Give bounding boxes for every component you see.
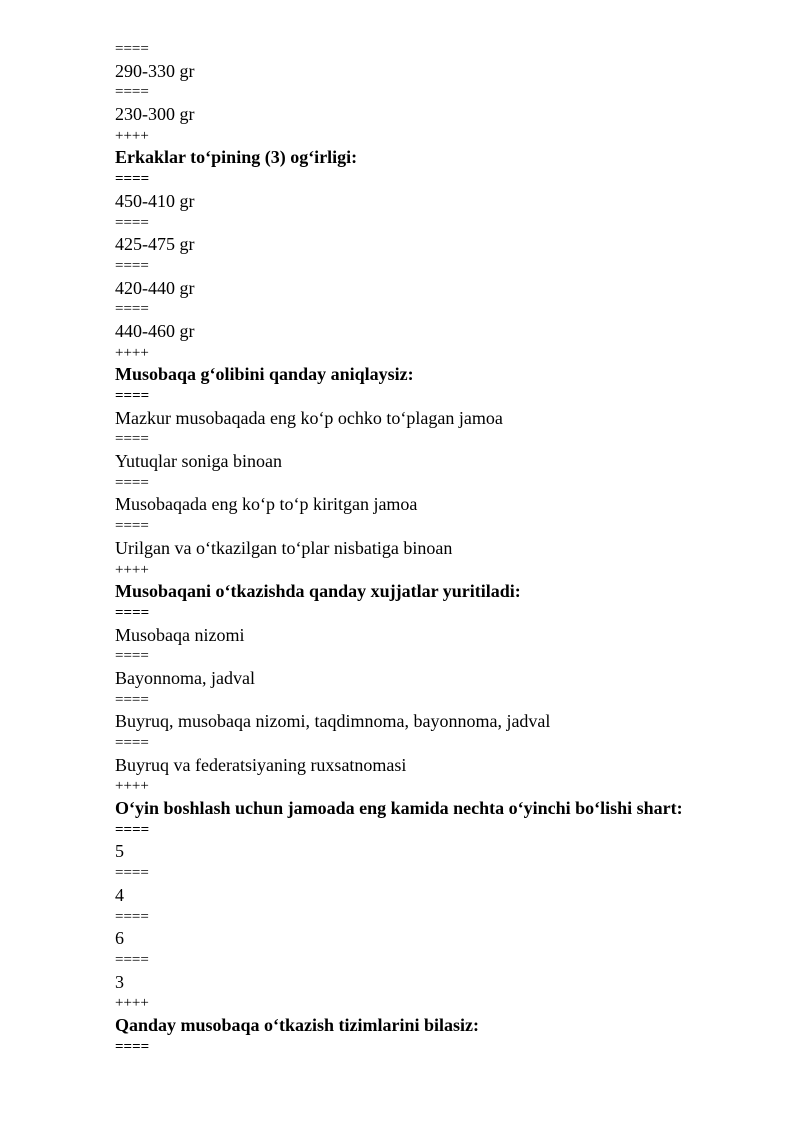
separator-line: ====: [115, 604, 150, 621]
answer-line: 230-300 gr: [115, 104, 195, 125]
answer-line: Buyruq va federatsiyaning ruxsatnomasi: [115, 754, 407, 775]
answer-line: 4: [115, 884, 124, 905]
separator-line: ====: [115, 908, 149, 925]
separator-line: ====: [115, 388, 150, 404]
separator-line: ====: [115, 41, 149, 57]
separator-line: ====: [115, 691, 149, 708]
question-line: Qanday musobaqa o‘tkazish tizimlarini bilasiz:: [115, 1014, 480, 1035]
separator-line: ====: [115, 951, 149, 968]
separator-line: ====: [115, 474, 149, 491]
answer-line: 450-410 gr: [115, 190, 195, 211]
separator-line: ++++: [115, 995, 149, 1012]
separator-line: ====: [115, 735, 149, 751]
separator-line: ====: [115, 821, 150, 838]
question-line: Musobaqani o‘tkazishda qanday xujjatlar yuritiladi:: [115, 581, 521, 602]
answer-line: 440-460 gr: [115, 320, 195, 341]
answer-line: 6: [115, 928, 124, 949]
answer-line: 420-440 gr: [115, 277, 195, 298]
answer-line: 425-475 gr: [115, 234, 195, 255]
separator-line: ====: [115, 214, 149, 231]
separator-line: ====: [115, 257, 149, 274]
question-line: Musobaqa g‘olibini qanday aniqlaysiz:: [115, 364, 414, 385]
question-line: O‘yin boshlash uchun jamoada eng kamida nechta o‘yinchi bo‘lishi shart:: [115, 798, 683, 819]
separator-line: ====: [115, 431, 149, 448]
separator-line: ++++: [115, 344, 149, 361]
separator-line: ====: [115, 1038, 150, 1055]
answer-line: 290-330 gr: [115, 60, 195, 81]
answer-line: Musobaqada eng ko‘p to‘p kiritgan jamoa: [115, 494, 418, 515]
answer-line: 3: [115, 971, 124, 992]
answer-line: Mazkur musobaqada eng ko‘p ochko to‘plagan jamoa: [115, 407, 503, 428]
answer-line: Buyruq, musobaqa nizomi, taqdimnoma, bayonnoma, jadval: [115, 711, 551, 732]
separator-line: ++++: [115, 778, 149, 795]
separator-line: ====: [115, 648, 149, 665]
document-body: [115, 39, 755, 1058]
separator-line: ====: [115, 171, 150, 188]
separator-line: ====: [115, 301, 149, 318]
answer-line: Musobaqa nizomi: [115, 624, 245, 645]
answer-line: 5: [115, 841, 124, 862]
answer-line: Urilgan va o‘tkazilgan to‘plar nisbatiga binoan: [115, 537, 453, 558]
separator-line: ====: [115, 84, 149, 101]
separator-line: ====: [115, 865, 149, 882]
separator-line: ++++: [115, 561, 149, 578]
separator-line: ++++: [115, 127, 149, 144]
question-line: Erkaklar to‘pining (3) og‘irligi:: [115, 147, 358, 168]
separator-line: ====: [115, 518, 149, 535]
answer-line: Yutuqlar soniga binoan: [115, 451, 282, 472]
answer-line: Bayonnoma, jadval: [115, 667, 255, 688]
